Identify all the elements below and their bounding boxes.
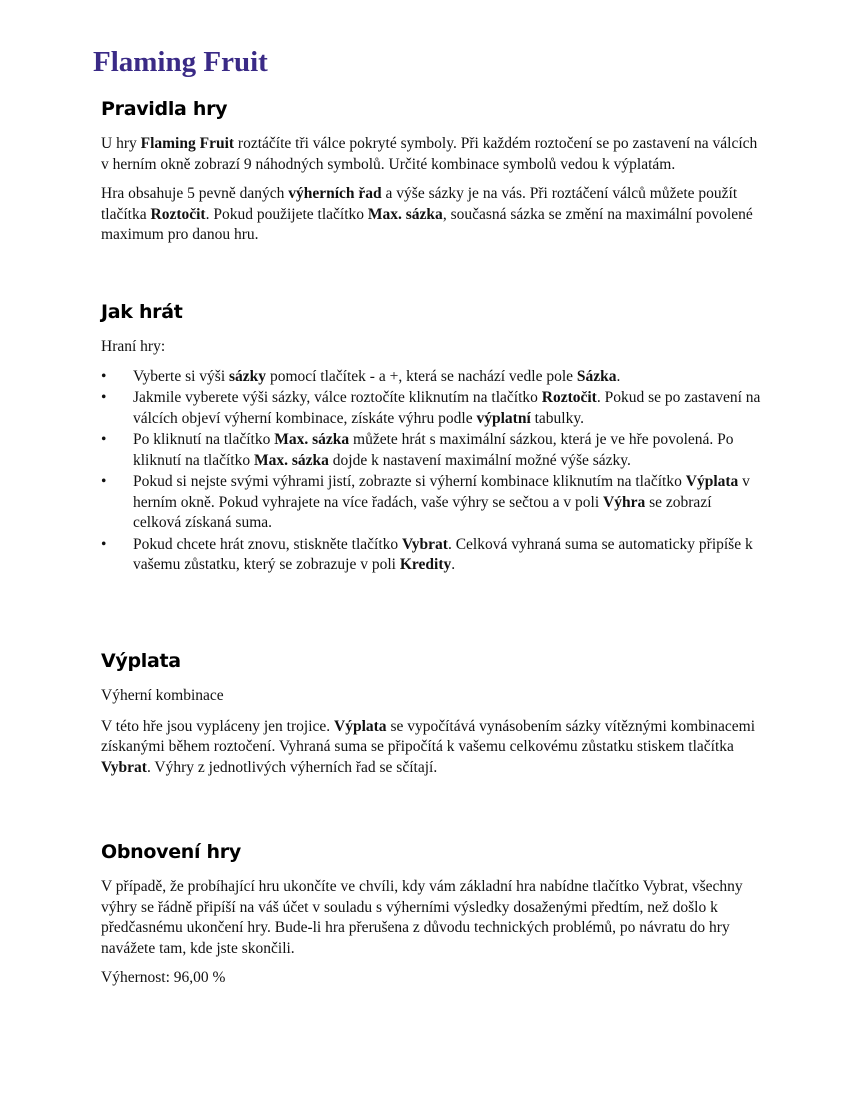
bold-text: Sázka: [576, 367, 617, 385]
section-payout: [101, 650, 761, 778]
bold-text: výplatní: [476, 409, 531, 427]
text: . Výhry z jednotlivých výherních řad se sčítají.: [146, 758, 438, 776]
text: V této hře jsou vypláceny jen trojice.: [101, 717, 335, 735]
section-rules: [101, 98, 761, 246]
text: Jakmile vyberete výši sázky, válce roztočíte kliknutím na tlačítko: [133, 389, 542, 406]
list-item: [101, 472, 761, 534]
bullet-list: [101, 367, 761, 576]
paragraph: [101, 184, 761, 246]
text: Po kliknutí na tlačítko: [133, 431, 275, 448]
paragraph: [101, 877, 761, 959]
text: v herním okně. Pokud vyhrajete na více řadách, vaše výhry se sečtou a v poli: [133, 473, 750, 511]
bold-text: Kredity: [399, 556, 452, 573]
paragraph: Hraní hry:: [101, 338, 166, 355]
bold-text: Roztočit: [541, 389, 597, 406]
text: a výše sázky je na vás. Při roztáčení válců můžete použít tlačítka: [101, 185, 738, 223]
list-item: [101, 430, 761, 471]
text: dojde k nastavení maximální možné výše sázky.: [328, 451, 631, 469]
text: .: [616, 367, 621, 385]
text: Pokud chcete hrát znovu, stiskněte tlačítko: [133, 535, 403, 553]
text: Pokud si nejste svými výhrami jistí, zobrazte si výherní kombinace kliknutím na tlačítko: [133, 473, 686, 490]
text: Výhernost: 96,00 %: [101, 969, 226, 986]
bold-text: Roztočit: [150, 205, 206, 223]
paragraph: [101, 717, 761, 779]
bold-text: Výhra: [603, 493, 646, 511]
text: Vyberte si výši: [133, 367, 230, 385]
bold-text: Max. sázka: [253, 451, 329, 469]
section-heading: Pravidla hry: [101, 98, 228, 120]
text: se zobrazí celková získaná suma.: [133, 493, 712, 531]
text: V případě, že probíhající hru ukončíte ve chvíli, kdy vám základní hra nabídne tlačítko Vybrat, všechny výhry se řádně připíší na váš účet v souladu s výherními výsledky dosaženými předtím, než došlo k předčasnému ukončení hry. Bude-li hra přerušena z důvodu technických problémů, po návratu do hry navážete tam, kde jste skončili.: [101, 878, 743, 957]
text: . Celková vyhraná suma se automaticky připíše k vašemu zůstatku, který se zobrazuje v poli: [133, 535, 753, 573]
bold-text: Výplata: [334, 717, 387, 735]
text: , současná sázka se změní na maximální povolené maximum pro danou hru.: [101, 205, 753, 243]
paragraph: Výherní kombinace: [101, 687, 224, 704]
text: roztáčíte tři válce pokryté symboly. Při každém roztočení se po zastavení na válcích v herním okně zobrazí 9 náhodných symbolů. Určité kombinace symbolů vedou k výplatám.: [101, 135, 758, 173]
text: se vypočítává vynásobením sázky vítěznými kombinacemi získanými během roztočení. Vyhraná suma se připočítá k vašemu celkovému zůstatku stiskem tlačítka: [101, 717, 756, 755]
paragraph: [101, 134, 761, 175]
bold-text: Max. sázka: [274, 431, 350, 448]
bold-text: Flaming Fruit: [140, 135, 235, 152]
list-item: [101, 388, 761, 429]
list-item: [101, 535, 761, 576]
section-howto: [101, 301, 761, 577]
text: . Pokud použijete tlačítko: [205, 205, 368, 223]
bold-text: Max. sázka: [367, 205, 443, 223]
section-heading: Obnovení hry: [101, 841, 241, 863]
text: Hra obsahuje 5 pevně daných: [101, 185, 289, 202]
list-item: [101, 367, 761, 388]
bold-text: Vybrat: [402, 535, 448, 553]
bold-text: Vybrat: [101, 758, 147, 776]
text: můžete hrát s maximální sázkou, která je ve hře povolená. Po kliknutí na tlačítko: [133, 431, 734, 469]
section-heading: Výplata: [101, 650, 181, 672]
bold-text: výherních řad: [288, 185, 382, 202]
document-title: Flaming Fruit: [93, 46, 268, 78]
text: . Pokud se po zastavení na válcích objeví výherní kombinace, získáte výhru podle: [133, 389, 761, 427]
text: pomocí tlačítek - a +, která se nachází vedle pole: [266, 367, 577, 385]
text: tabulky.: [530, 409, 584, 427]
text: .: [451, 556, 456, 573]
section-restore: [101, 841, 761, 989]
rtp-text: [101, 968, 761, 989]
bold-text: sázky: [229, 367, 267, 385]
bold-text: Výplata: [685, 473, 739, 490]
section-heading: Jak hrát: [101, 301, 183, 323]
text: U hry: [101, 135, 141, 152]
